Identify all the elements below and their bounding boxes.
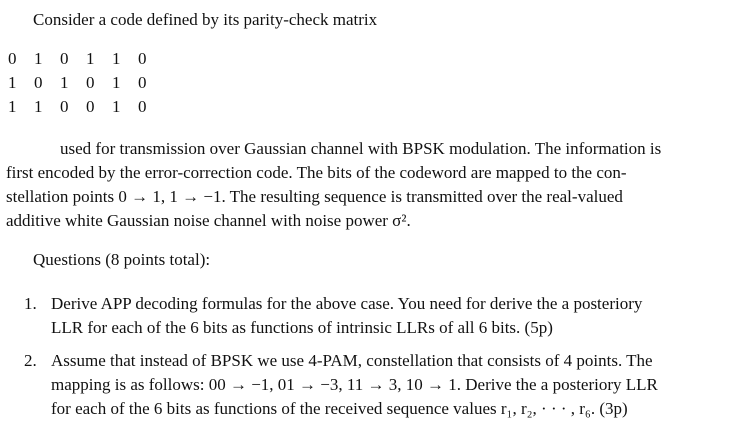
matrix-cell: 1 (34, 49, 43, 68)
matrix-cell: 0 (86, 73, 95, 92)
question-text (51, 292, 750, 340)
matrix-cell: 0 (138, 73, 147, 92)
matrix-row (8, 47, 164, 71)
matrix-cell: 0 (34, 73, 43, 92)
paragraph-line: additive white Gaussian noise channel with noise power σ². (6, 211, 411, 230)
matrix-cell: 1 (8, 97, 17, 116)
matrix-row (8, 71, 164, 95)
question-line: mapping is as follows: 00 → −1, 01 → −3, 11 → 3, 10 → 1. Derive the a posteriory LLR (51, 375, 658, 394)
channel-description-paragraph (6, 137, 748, 233)
paragraph-line: first encoded by the error-correction code. The bits of the codeword are mapped to the con- (6, 163, 627, 182)
matrix-cell: 1 (60, 73, 69, 92)
question-item (24, 349, 750, 421)
question-text (51, 349, 750, 421)
matrix-cell: 1 (112, 73, 121, 92)
parity-check-matrix (8, 47, 164, 119)
matrix-cell: 0 (8, 49, 17, 68)
matrix-cell: 1 (8, 73, 17, 92)
questions-header: Questions (8 points total): (33, 250, 211, 269)
question-line: LLR for each of the 6 bits as functions of intrinsic LLRs of all 6 bits. (5p) (51, 318, 553, 337)
questions-list (24, 292, 750, 430)
paragraph-line: used for transmission over Gaussian channel with BPSK modulation. The information is (60, 139, 662, 158)
question-line: Derive APP decoding formulas for the above case. You need for derive the a posteriory (51, 294, 643, 313)
matrix-cell: 0 (86, 97, 95, 116)
question-line: Assume that instead of BPSK we use 4-PAM, constellation that consists of 4 points. The (51, 351, 653, 370)
matrix-cell: 1 (34, 97, 43, 116)
matrix-cell: 1 (86, 49, 95, 68)
question-number: 2. (24, 351, 37, 370)
question-number: 1. (24, 294, 37, 313)
matrix-cell: 0 (138, 97, 147, 116)
matrix-row (8, 95, 164, 119)
matrix-cell: 1 (112, 49, 121, 68)
matrix-cell: 1 (112, 97, 121, 116)
intro-sentence: Consider a code defined by its parity-check matrix (33, 10, 378, 29)
question-item (24, 292, 750, 340)
matrix-cell: 0 (138, 49, 147, 68)
question-line: for each of the 6 bits as functions of the received sequence values r₁, r₂, · · · , r₆. (3p) (51, 399, 628, 418)
matrix-cell: 0 (60, 97, 69, 116)
matrix-cell: 0 (60, 49, 69, 68)
paragraph-line: stellation points 0 → 1, 1 → −1. The resulting sequence is transmitted over the real-valued (6, 187, 623, 206)
